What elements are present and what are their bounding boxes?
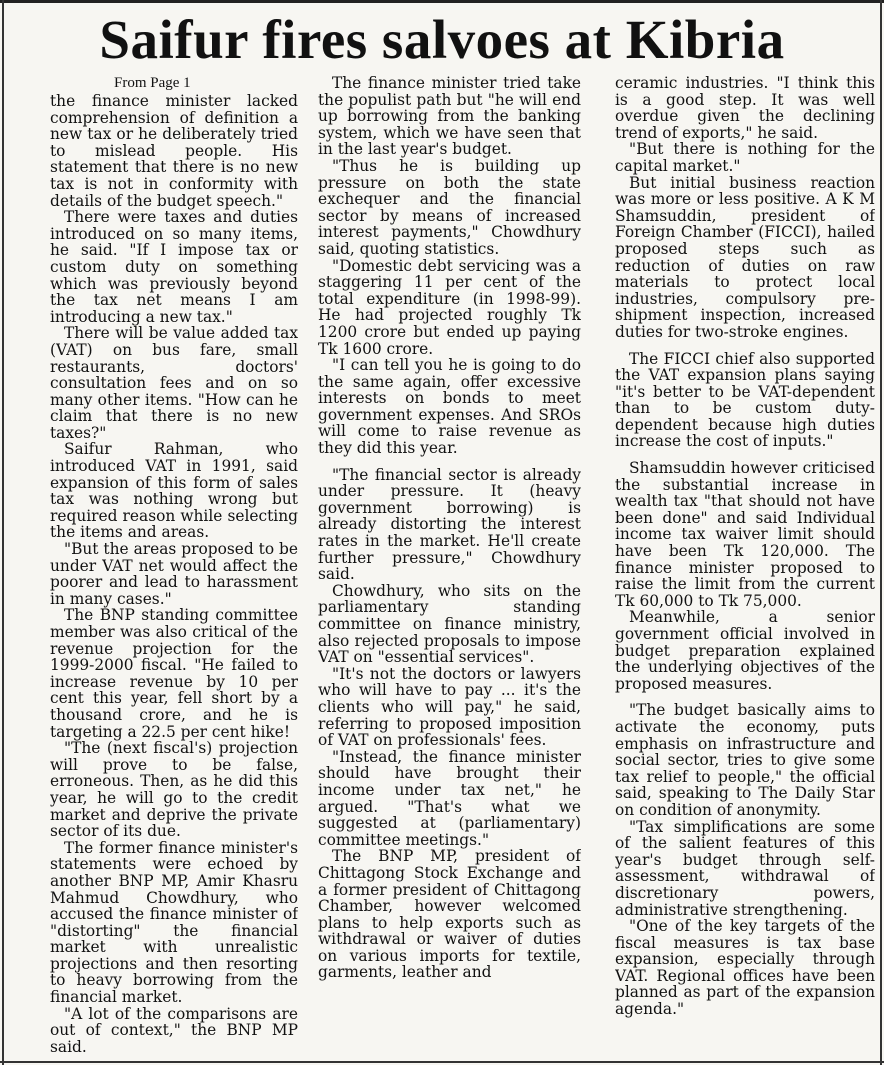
paragraph: "I can tell you he is going to do the same again, offer excessive interests on bonds to meet government expenses. And SROs will come to raise revenue as they did this year.	[318, 356, 581, 458]
paragraph: "The financial sector is already under pressure. It (heavy government borrowing) is already distorting the interest rates in the market. He'll create further pressure," Chowdhury said.	[318, 465, 581, 584]
paragraph: The BNP standing committee member was also critical of the revenue projection for the 1999-2000 fiscal. "He failed to increase revenue by 10 per cent this year, fell short by a thousand crore, and he is targeting a 22.5 per cent hike!	[50, 606, 298, 741]
paragraph: There will be value added tax (VAT) on bus fare, small restaurants, doctors' consultation fees and on so many other items. "How can he claim that there is no new taxes?"	[50, 324, 298, 442]
paragraph: Meanwhile, a senior government official involved in budget preparation explained the underlying objectives of the proposed measures.	[615, 608, 875, 693]
paragraph: Shamsuddin however criticised the substantial increase in wealth tax "that should not have been done" and said Individual income tax waiver limit should have been Tk 120,000. The finance minister proposed to raise the limit from the current Tk 60,000 to Tk 75,000.	[615, 459, 875, 610]
paragraph: The BNP MP, president of Chittagong Stock Exchange and a former president of Chittagong Chamber, however welcomed plans to help exports such as withdrawal or waiver of duties on various imports for textile, garments, leather and	[318, 847, 581, 982]
continuation-label: From Page 1	[114, 75, 191, 91]
paragraph: But initial business reaction was more or less positive. A K M Shamsuddin, president of Foreign Chamber (FICCI), hailed proposed steps such as reduction of duties on raw materials to protect local industries, compulsory pre-shipment inspection, increased duties for two-stroke engines.	[615, 173, 875, 341]
paragraph: "The (next fiscal's) projection will prove to be false, erroneous. Then, as he did this year, he will go to the credit market and deprive the private sector of its due.	[50, 739, 298, 841]
article-column-2	[318, 75, 581, 1060]
headline: Saifur fires salvoes at Kibria	[99, 9, 785, 70]
top-border	[0, 0, 884, 3]
paragraph: Chowdhury, who sits on the parliamentary standing committee on finance ministry, also rejected proposals to impose VAT on "essential services".	[318, 581, 581, 667]
paragraph: The FICCI chief also supported the VAT expansion plans saying "it's better to be VAT-dependent than to be custom duty-dependent because high duties increase the cost of inputs."	[615, 349, 875, 451]
paragraph: The finance minister tried take the populist path but "he will end up borrowing from the banking system, which we have seen that in the last year's budget.	[318, 75, 581, 159]
paragraph: the finance minister lacked comprehension of definition a new tax or he deliberately tried to mislead people. His statement that there is no new tax is not in conformity with details of the budget speech."	[50, 92, 298, 210]
paragraph: "But there is nothing for the capital market."	[615, 140, 875, 175]
paragraph: ceramic industries. "I think this is a good step. It was well overdue given the declining trend of exports," he said.	[615, 75, 875, 142]
paragraph: "A lot of the comparisons are out of context," the BNP MP said.	[50, 1004, 298, 1056]
paragraph: "The budget basically aims to activate the economy, puts emphasis on infrastructure and social sector, tries to give some tax relief to people," the official said, speaking to The Daily Star on condition of anonymity.	[615, 701, 875, 819]
paragraph: "Domestic debt servicing was a staggering 11 per cent of the total expenditure (in 1998-99). He had projected roughly Tk 1200 crore but ended up paying Tk 1600 crore.	[318, 256, 581, 358]
paragraph: "But the areas proposed to be under VAT net would affect the poorer and lead to harassment in many cases."	[50, 540, 298, 608]
paragraph: "Tax simplifications are some of the salient features of this year's budget through self-assessment, withdrawal of discretionary powers, administrative strengthening.	[615, 817, 875, 919]
paragraph: "One of the key targets of the fiscal measures is tax base expansion, especially through VAT. Regional offices have been planned as part of the expansion agenda."	[615, 917, 875, 1019]
paragraph: "It's not the doctors or lawyers who will have to pay ... it's the clients who will pay," he said, referring to proposed imposition of VAT on professionals' fees.	[318, 664, 581, 750]
bottom-border	[0, 1061, 884, 1063]
article-column-1	[50, 75, 298, 1060]
left-border	[2, 0, 4, 1065]
article-column-3	[615, 75, 875, 1060]
paragraph: The former finance minister's statements were echoed by another BNP MP, Amir Khasru Mahmud Chowdhury, who accused the finance minister of "distorting" the financial market with unrealistic projections and then resorting to heavy borrowing from the financial market.	[50, 838, 298, 1007]
paragraph: Saifur Rahman, who introduced VAT in 1991, said expansion of this form of sales tax was nothing wrong but required reason while selecting the items and areas.	[50, 440, 298, 542]
paragraph: There were taxes and duties introduced on so many items, he said. "If I impose tax or custom duty on something which was previously beyond the tax net means I am introducing a new tax."	[50, 208, 298, 326]
paragraph: "Instead, the finance minister should have brought their income under tax net," he argued. "That's what we suggested at (parliamentary) committee meetings."	[318, 747, 581, 849]
paragraph: "Thus he is building up pressure on both the state exchequer and the financial sector by means of increased interest payments," Chowdhury said, quoting statistics.	[318, 156, 581, 258]
right-border	[880, 0, 882, 1065]
